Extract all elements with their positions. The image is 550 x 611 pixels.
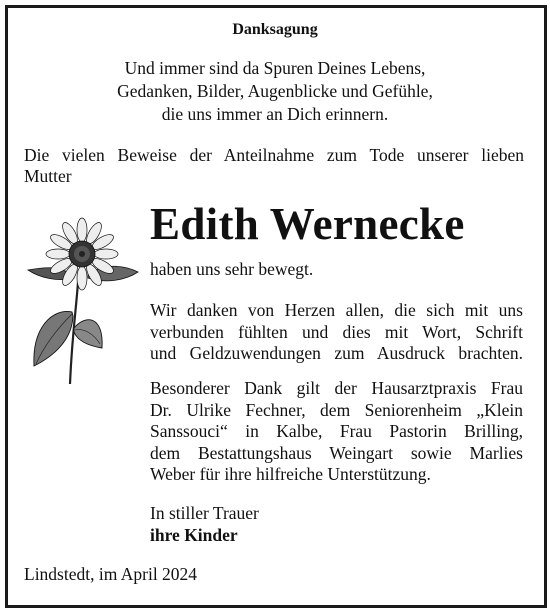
special-line: dem Bestattungshaus Weingart sowie Marlies (150, 442, 523, 463)
special-line: Weber für ihre hilfreiche Unterstützung. (150, 464, 431, 484)
poem (0, 57, 550, 126)
closing (150, 503, 523, 546)
moved-text: haben uns sehr bewegt. (150, 259, 314, 279)
sunflower-illustration (22, 216, 140, 386)
intro-line: Die vielen Beweise der Anteilnahme zum Tode unserer lieben (24, 145, 524, 165)
thanks-line: und Geldzuwendungen zum Ausdruck brachten. (150, 343, 523, 363)
poem-line: Gedanken, Bilder, Augenblicke und Gefühle, (117, 81, 433, 101)
heading: Danksagung (232, 21, 318, 38)
thanks-line: Wir danken von Herzen allen, die sich mit uns (150, 300, 523, 320)
intro-line: Mutter (24, 166, 72, 186)
special-thanks-paragraph (150, 378, 523, 486)
special-line: Dr. Ulrike Fechner, dem Seniorenheim „Klein (150, 399, 523, 420)
intro-text (24, 145, 524, 187)
signature: ihre Kinder (150, 524, 238, 545)
poem-line: Und immer sind da Spuren Deines Lebens, (124, 58, 426, 78)
deceased-name: Edith Wernecke (150, 199, 465, 249)
thanks-paragraph (150, 300, 523, 365)
place-date: Lindstedt, im April 2024 (24, 564, 198, 584)
closing-line: In stiller Trauer (150, 503, 259, 523)
poem-line: die uns immer an Dich erinnern. (161, 104, 389, 124)
thanks-line: verbunden fühlten und dies mit Wort, Schrift (150, 321, 523, 342)
special-line: Sanssouci“ in Kalbe, Frau Pastorin Brilling, (150, 421, 523, 441)
special-line: Besonderer Dank gilt der Hausarztpraxis Frau (150, 378, 523, 398)
